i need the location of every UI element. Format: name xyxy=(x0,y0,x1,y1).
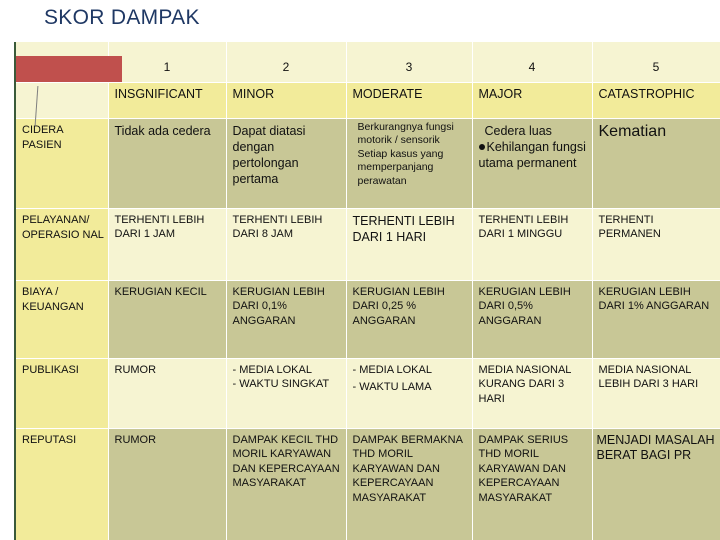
row-reputasi xyxy=(14,428,720,540)
row-head-publikasi: PUBLIKASI xyxy=(14,358,108,428)
cidera-4-line-a: Cedera luas xyxy=(484,123,552,138)
cell-pelayanan-1: TERHENTI LEBIH DARI 1 JAM xyxy=(108,208,226,280)
publikasi-2-line-a: - MEDIA LOKAL xyxy=(232,363,312,376)
publikasi-3-line-a: - MEDIA LOKAL xyxy=(352,363,432,376)
cell-cidera-5: Kematian xyxy=(592,118,720,208)
level-cell-2 xyxy=(226,42,346,82)
row-head-biaya: BIAYA / KEUANGAN xyxy=(14,280,108,358)
cell-biaya-2: KERUGIAN LEBIH DARI 0,1% ANGGARAN xyxy=(226,280,346,358)
cell-reputasi-2: DAMPAK KECIL THD MORIL KARYAWAN DAN KEPERCAYAAN MASYARAKAT xyxy=(226,428,346,540)
label-insignificant: INSGNIFICANT xyxy=(108,82,226,118)
cell-cidera-3 xyxy=(346,118,472,208)
cell-reputasi-3: DAMPAK BERMAKNA THD MORIL KARYAWAN DAN KEPERCAYAAN MASYARAKAT xyxy=(346,428,472,540)
impact-score-table-frame xyxy=(14,42,720,540)
cidera-3-line-a: Berkurangnya fungsi motorik / sensorik xyxy=(357,120,454,146)
red-accent-bar xyxy=(14,56,122,82)
cell-pelayanan-5: TERHENTI PERMANEN xyxy=(592,208,720,280)
publikasi-3-line-b: - WAKTU LAMA xyxy=(352,381,432,393)
label-minor: MINOR xyxy=(226,82,346,118)
cell-pelayanan-3: TERHENTI LEBIH DARI 1 HARI xyxy=(346,208,472,280)
row-head-reputasi: REPUTASI xyxy=(14,428,108,540)
cell-biaya-1: KERUGIAN KECIL xyxy=(108,280,226,358)
level-cell-3 xyxy=(346,42,472,82)
cell-publikasi-3 xyxy=(346,358,472,428)
label-moderate: MODERATE xyxy=(346,82,472,118)
cidera-4-line-b xyxy=(479,139,588,171)
level-label-row xyxy=(14,82,720,118)
level-cell-5 xyxy=(592,42,720,82)
cell-pelayanan-4: TERHENTI LEBIH DARI 1 MINGGU xyxy=(472,208,592,280)
cidera-4-line-b-text: Kehilangan fungsi utama permanent xyxy=(478,139,586,170)
level-number: 4 xyxy=(528,60,536,74)
level-number: 5 xyxy=(652,60,660,74)
row-biaya xyxy=(14,280,720,358)
slide-title: SKOR DAMPAK xyxy=(44,6,200,29)
cell-cidera-4 xyxy=(472,118,592,208)
level-number: 3 xyxy=(405,60,413,74)
row-publikasi xyxy=(14,358,720,428)
level-cell-4 xyxy=(472,42,592,82)
cell-reputasi-1: RUMOR xyxy=(108,428,226,540)
row-head-pelayanan: PELAYANAN/ OPERASIO NAL xyxy=(14,208,108,280)
cell-biaya-4: KERUGIAN LEBIH DARI 0,5% ANGGARAN xyxy=(472,280,592,358)
bullet-icon xyxy=(479,144,485,150)
cell-pelayanan-2: TERHENTI LEBIH DARI 8 JAM xyxy=(226,208,346,280)
cell-biaya-3: KERUGIAN LEBIH DARI 0,25 % ANGGARAN xyxy=(346,280,472,358)
left-border-line xyxy=(14,42,16,540)
cell-cidera-1: Tidak ada cedera xyxy=(108,118,226,208)
corner-cell-2 xyxy=(14,82,108,118)
cell-publikasi-1: RUMOR xyxy=(108,358,226,428)
cell-publikasi-4: MEDIA NASIONAL KURANG DARI 3 HARI xyxy=(472,358,592,428)
row-pelayanan xyxy=(14,208,720,280)
cell-publikasi-5: MEDIA NASIONAL LEBIH DARI 3 HARI xyxy=(592,358,720,428)
publikasi-2-line-b: - WAKTU SINGKAT xyxy=(232,378,330,390)
cell-cidera-2: Dapat diatasi dengan pertolongan pertama xyxy=(226,118,346,208)
level-number: 2 xyxy=(282,60,290,74)
cidera-3-line-b: Setiap kasus yang memperpanjang perawatan xyxy=(357,147,444,187)
level-number: 1 xyxy=(163,60,171,74)
row-cidera-pasien xyxy=(14,118,720,208)
level-cell-1 xyxy=(108,42,226,82)
label-catastrophic: CATASTROPHIC xyxy=(592,82,720,118)
impact-score-table xyxy=(14,42,720,540)
cell-publikasi-2 xyxy=(226,358,346,428)
cell-reputasi-4: DAMPAK SERIUS THD MORIL KARYAWAN DAN KEPERCAYAAN MASYARAKAT xyxy=(472,428,592,540)
label-major: MAJOR xyxy=(472,82,592,118)
row-head-cidera: CIDERA PASIEN xyxy=(14,118,108,208)
cell-reputasi-5: MENJADI MASALAH BERAT BAGI PR xyxy=(592,428,720,540)
cell-biaya-5: KERUGIAN LEBIH DARI 1% ANGGARAN xyxy=(592,280,720,358)
